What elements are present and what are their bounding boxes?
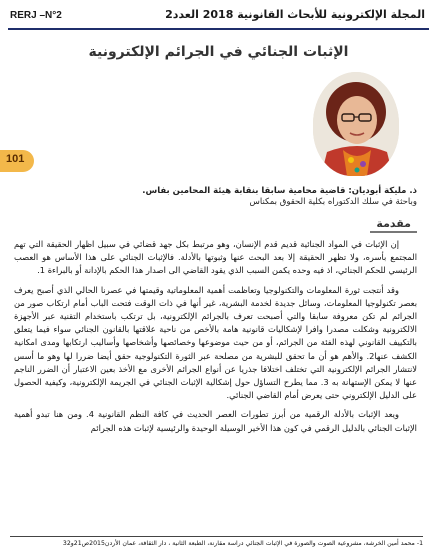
author-portrait-image (313, 72, 399, 176)
paragraph-3: ويعد الإثبات بالأدلة الرقمية من أبرز تطورات العصر الحديث في كافة النظم القانونية 4. ومن هنا تبدو أهمية الإثبات الجنائي بالدليل الرقمي في كون هذا الأخير الوسيلة الوحيدة والرئيسية لإثبات هذه الجرائم (14, 409, 417, 433)
running-header (0, 0, 437, 32)
author-photo (313, 72, 399, 176)
paragraph-2: وقد أنتجت ثورة المعلومات والتكنولوجيا وتعاظمت أهمية المعلوماتية وقيمتها في عصرنا الحالي الذي أصبح يعرف بعصر تكنولوجيا المعلومات، وسائل جديدة لخدمة البشرية، غير أنها في ذات الوقت فتحت الباب أمام ارتكاب صور من الجرائم لم تكن معروفة سابقا والتي أصبحت تعرف بالجرائم الإلكترونية، بل ترتكب باستخدام التقنية عبر الأجهزة الالكترونية وشكلت مصدرا وافرا لإشكاليات قانونية هامة بالأخص من ناحية علاقتها بالقانون الجنائي سواء فيما يتعلق بالتكييف القانوني لهذه الفئة من الجرائم، أو من حيث موضوعها وخصائصها وأشخاصها وأساليب ارتكابها ومدى امكانية الكشف عنها2. والأهم هو أن ما تحقق للبشرية من مصلحة عبر الثورة التكنولوجية حقق أيضا ضررا لها وهو ما أسس لانتشار الجرائم الإلكترونية التي تختلف اختلافا جذريا عن أنواع الجرائم الأخرى مع الأخذ بعين الاعتبار أن الضرر الناجم عنها لا يمكن الإستهانة به 3. مما يطرح التساؤل حول إشكالية الإثبات الجنائي في الجريمة الإلكترونية، وكيفية الحصول على الدليل الإلكتروني حتى يعرض أمام القاضي الجنائي. (14, 284, 417, 401)
article-title: الإثبات الجنائي في الجرائم الإلكترونية (88, 44, 349, 60)
paragraph-1: إن الإثبات في المواد الجنائية قديم قدم الإنسان، وهو مرتبط بكل جهد قضائي في سبيل اظهار الحقيقة التي تهم المجتمع بأسره، ولا تظهر الحقيقة إلا بعد البحث عنها وثبوتها بالأدلة. فالإثبات الجنائي على هذا الأساس هو العصب الرئيسي للحكم الجنائي، اذ فيه وحده يكمن السبب الذي يقود القاضي الى اصدار هذا الحكم بالإدانة أو بالبراءة 1. (14, 239, 417, 276)
article-body (14, 238, 417, 441)
page-number: 101 (6, 153, 25, 165)
author-affiliation: وباحثة في سلك الدكتوراه بكلية الحقوق بمكناس (249, 197, 417, 207)
author-name: ذ. مليكة أبوديان: قاضية محامية سابقا بنقابة هيئة المحامين بفاس. (142, 186, 417, 196)
footnote: 1- محمد أمين الخرشة، مشروعية الصوت والصورة في الإثبات الجنائي دراسة مقارنة، الطبعة الثانية ، دار الثقافة، عمان الأردن2015ص21و32 (10, 536, 423, 548)
section-heading: مقدمة (370, 216, 417, 233)
author-block (87, 186, 417, 208)
header-rule (8, 28, 429, 30)
journal-code: RERJ –N°2 (10, 10, 62, 21)
journal-info: المجلة الإلكترونية للأبحاث القانونية 2018 العدد2 (165, 8, 425, 21)
